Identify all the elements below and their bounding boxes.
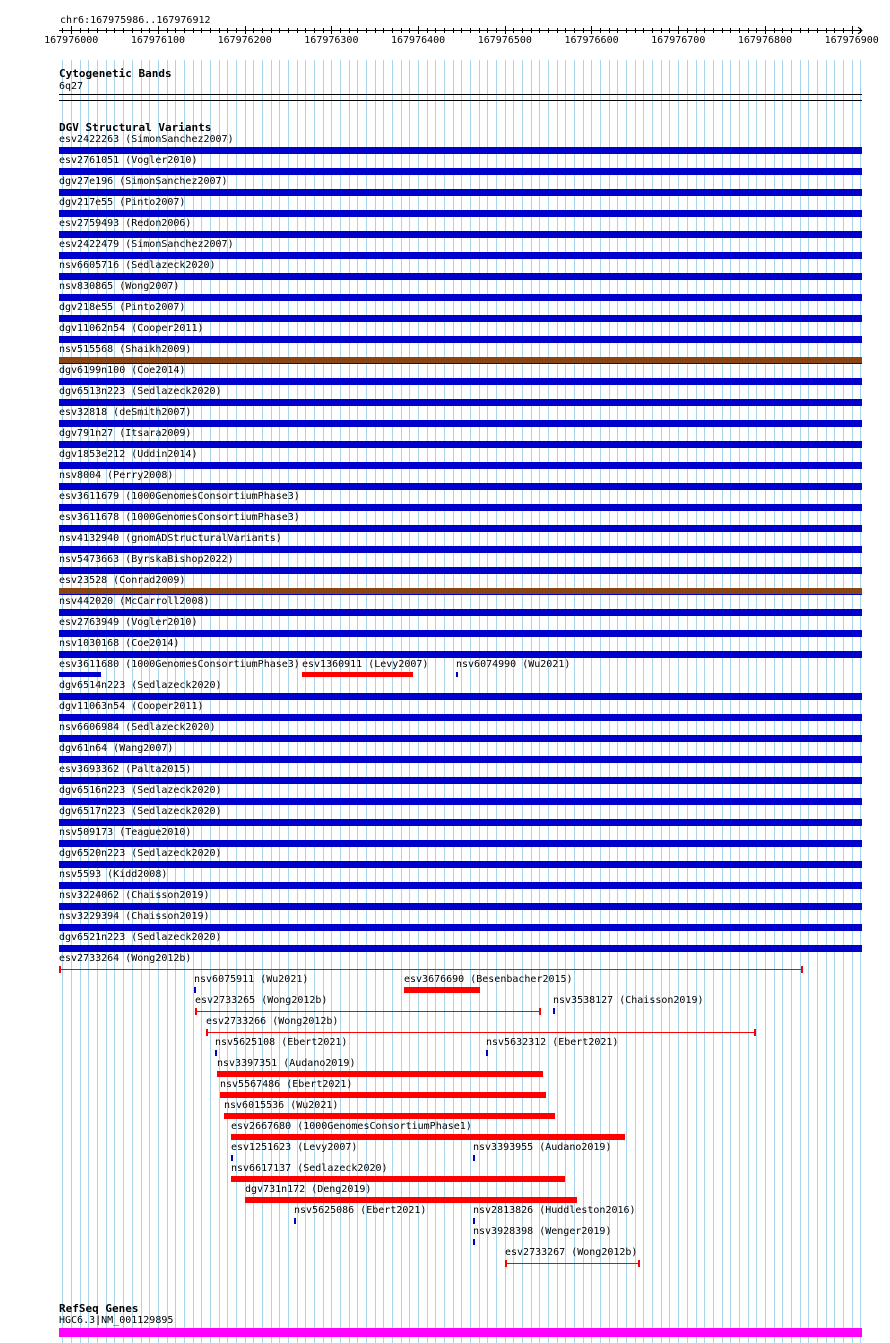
dgv-feature-bar[interactable] xyxy=(215,1050,217,1056)
row-separator xyxy=(59,741,862,742)
dgv-feature-label[interactable]: esv2763949 (Vogler2010) xyxy=(59,617,198,628)
row-separator xyxy=(59,699,862,700)
row-separator xyxy=(59,657,862,658)
row-separator xyxy=(59,552,862,553)
dgv-feature-label[interactable]: dgv6517n223 (Sedlazeck2020) xyxy=(59,806,222,817)
dgv-feature-cap[interactable] xyxy=(195,1008,197,1015)
dgv-feature-label[interactable]: dgv217e55 (Pinto2007) xyxy=(59,197,186,208)
dgv-feature-cap[interactable] xyxy=(505,1260,507,1267)
row-separator xyxy=(59,951,862,952)
ruler-tick-label: 167976500 xyxy=(477,35,532,46)
dgv-feature-label[interactable]: nsv3538127 (Chaisson2019) xyxy=(553,995,704,1006)
dgv-feature-label[interactable]: esv2733264 (Wong2012b) xyxy=(59,953,192,964)
dgv-feature-label[interactable]: dgv11062n54 (Cooper2011) xyxy=(59,323,204,334)
dgv-feature-label[interactable]: esv2733267 (Wong2012b) xyxy=(505,1247,638,1258)
dgv-feature-cap[interactable] xyxy=(206,1029,208,1036)
dgv-feature-label[interactable]: nsv3229394 (Chaisson2019) xyxy=(59,911,210,922)
dgv-feature-label[interactable]: dgv6520n223 (Sedlazeck2020) xyxy=(59,848,222,859)
dgv-feature-label[interactable]: dgv27e196 (SimonSanchez2007) xyxy=(59,176,228,187)
row-separator xyxy=(59,720,862,721)
dgv-feature-label[interactable]: nsv3393955 (Audano2019) xyxy=(473,1142,612,1153)
dgv-feature-label[interactable]: nsv5567486 (Ebert2021) xyxy=(220,1079,353,1090)
dgv-feature-label[interactable]: esv2422479 (SimonSanchez2007) xyxy=(59,239,234,250)
dgv-feature-cap[interactable] xyxy=(539,1008,541,1015)
dgv-feature-label[interactable]: dgv731n172 (Deng2019) xyxy=(245,1184,372,1195)
dgv-feature-line[interactable] xyxy=(195,1011,539,1012)
dgv-feature-bar[interactable] xyxy=(302,672,413,677)
cytoband-label: 6q27 xyxy=(59,81,84,92)
ruler-tick-label: 167976900 xyxy=(824,35,879,46)
row-separator xyxy=(59,426,862,427)
ruler-tick-label: 167976600 xyxy=(564,35,619,46)
dgv-feature-label[interactable]: nsv830865 (Wong2007) xyxy=(59,281,180,292)
dgv-feature-label[interactable]: dgv6199n100 (Coe2014) xyxy=(59,365,186,376)
dgv-feature-bar[interactable] xyxy=(59,672,101,677)
dgv-feature-label[interactable]: dgv6516n223 (Sedlazeck2020) xyxy=(59,785,222,796)
dgv-feature-bar[interactable] xyxy=(231,1155,233,1161)
dgv-feature-label[interactable]: esv2667680 (1000GenomesConsortiumPhase1) xyxy=(231,1121,472,1132)
row-separator xyxy=(59,867,862,868)
dgv-feature-label[interactable]: dgv1853e212 (Uddin2014) xyxy=(59,449,198,460)
row-separator xyxy=(59,468,862,469)
dgv-feature-label[interactable]: esv3611679 (1000GenomesConsortiumPhase3) xyxy=(59,491,300,502)
ruler-tick-label: 167976400 xyxy=(391,35,446,46)
dgv-feature-bar[interactable] xyxy=(217,1071,543,1077)
row-separator xyxy=(59,258,862,259)
dgv-feature-cap[interactable] xyxy=(801,966,803,973)
dgv-feature-bar[interactable] xyxy=(194,987,196,993)
dgv-feature-label[interactable]: esv2733265 (Wong2012b) xyxy=(195,995,328,1006)
dgv-feature-label[interactable]: nsv6074990 (Wu2021) xyxy=(456,659,571,670)
dgv-feature-label[interactable]: nsv5625108 (Ebert2021) xyxy=(215,1037,348,1048)
dgv-feature-label[interactable]: nsv6617137 (Sedlazeck2020) xyxy=(231,1163,388,1174)
cytoband-line-top xyxy=(59,94,862,95)
dgv-feature-line[interactable] xyxy=(505,1263,638,1264)
row-separator xyxy=(59,510,862,511)
row-separator xyxy=(59,321,862,322)
dgv-feature-label[interactable]: nsv8004 (Perry2008) xyxy=(59,470,174,481)
dgv-feature-label[interactable]: esv2759493 (Redon2006) xyxy=(59,218,192,229)
dgv-feature-label[interactable]: dgv6521n223 (Sedlazeck2020) xyxy=(59,932,222,943)
dgv-feature-label[interactable]: nsv5632312 (Ebert2021) xyxy=(486,1037,619,1048)
row-separator xyxy=(59,888,862,889)
dgv-feature-label[interactable]: dgv218e55 (Pinto2007) xyxy=(59,302,186,313)
position-label: chr6:167975986..167976912 xyxy=(60,15,211,26)
row-separator xyxy=(59,447,862,448)
dgv-feature-label[interactable]: esv2733266 (Wong2012b) xyxy=(206,1016,339,1027)
dgv-feature-label[interactable]: dgv6513n223 (Sedlazeck2020) xyxy=(59,386,222,397)
dgv-feature-label[interactable]: esv3611680 (1000GenomesConsortiumPhase3) xyxy=(59,659,300,670)
dgv-feature-bar[interactable] xyxy=(220,1092,546,1098)
ruler-tick-label: 167976200 xyxy=(217,35,272,46)
dgv-feature-bar[interactable] xyxy=(473,1218,475,1224)
dgv-feature-bar[interactable] xyxy=(473,1155,475,1161)
dgv-feature-line[interactable] xyxy=(206,1032,754,1033)
dgv-feature-label[interactable]: esv1251623 (Levy2007) xyxy=(231,1142,358,1153)
dgv-feature-label[interactable]: nsv3224062 (Chaisson2019) xyxy=(59,890,210,901)
dgv-feature-label[interactable]: nsv5473663 (ByrskaBishop2022) xyxy=(59,554,234,565)
dgv-feature-bar[interactable] xyxy=(553,1008,555,1014)
dgv-feature-label[interactable]: esv32818 (deSmith2007) xyxy=(59,407,192,418)
dgv-feature-label[interactable]: esv2422263 (SimonSanchez2007) xyxy=(59,134,234,145)
ruler-axis xyxy=(0,0,890,60)
row-separator xyxy=(59,573,862,574)
row-separator xyxy=(59,594,862,595)
dgv-feature-cap[interactable] xyxy=(638,1260,640,1267)
row-separator xyxy=(59,531,862,532)
row-separator xyxy=(59,909,862,910)
dgv-feature-label[interactable]: nsv2813826 (Huddleston2016) xyxy=(473,1205,636,1216)
dgv-feature-label[interactable]: esv3611678 (1000GenomesConsortiumPhase3) xyxy=(59,512,300,523)
refseq-gene-label[interactable]: HGC6.3|NM_001129895 xyxy=(59,1315,174,1326)
dgv-feature-label[interactable]: nsv3928398 (Wenger2019) xyxy=(473,1226,612,1237)
row-separator xyxy=(59,195,862,196)
dgv-feature-label[interactable]: nsv6015536 (Wu2021) xyxy=(224,1100,339,1111)
dgv-feature-bar[interactable] xyxy=(231,1176,565,1182)
row-separator xyxy=(59,405,862,406)
dgv-feature-label[interactable]: esv2761051 (Vogler2010) xyxy=(59,155,198,166)
refseq-gene-bar[interactable] xyxy=(59,1328,862,1337)
dgv-feature-label[interactable]: nsv442020 (McCarroll2008) xyxy=(59,596,210,607)
dgv-feature-label[interactable]: nsv5593 (Kidd2008) xyxy=(59,869,168,880)
row-separator xyxy=(59,300,862,301)
dgv-feature-bar[interactable] xyxy=(486,1050,488,1056)
ruler-tick-label: 167976300 xyxy=(304,35,359,46)
dgv-feature-bar[interactable] xyxy=(224,1113,555,1119)
row-separator xyxy=(59,825,862,826)
ruler-tick-label: 167976800 xyxy=(737,35,793,46)
dgv-feature-label[interactable]: nsv5625086 (Ebert2021) xyxy=(294,1205,427,1216)
row-separator xyxy=(59,363,862,364)
dgv-feature-label[interactable]: esv23528 (Conrad2009) xyxy=(59,575,186,586)
dgv-feature-label[interactable]: nsv6075911 (Wu2021) xyxy=(194,974,309,985)
row-separator xyxy=(59,174,862,175)
cytoband-line-bottom xyxy=(59,100,862,101)
row-separator xyxy=(59,216,862,217)
dgv-feature-label[interactable]: nsv4132940 (gnomADStructuralVariants) xyxy=(59,533,282,544)
dgv-feature-bar[interactable] xyxy=(456,672,458,677)
row-separator xyxy=(59,279,862,280)
row-separator xyxy=(59,153,862,154)
dgv-feature-label[interactable]: dgv11063n54 (Cooper2011) xyxy=(59,701,204,712)
row-separator xyxy=(59,930,862,931)
refseq-track-title: RefSeq Genes xyxy=(59,1302,139,1315)
dgv-track-title: DGV Structural Variants xyxy=(59,121,212,134)
row-separator xyxy=(59,783,862,784)
row-separator xyxy=(59,384,862,385)
row-separator xyxy=(59,489,862,490)
ruler-tick-label: 167976100 xyxy=(130,35,186,46)
row-separator xyxy=(59,846,862,847)
ruler xyxy=(0,0,890,60)
dgv-feature-label[interactable]: nsv6605716 (Sedlazeck2020) xyxy=(59,260,216,271)
dgv-feature-label[interactable]: esv3693362 (Palta2015) xyxy=(59,764,192,775)
dgv-feature-label[interactable]: nsv509173 (Teague2010) xyxy=(59,827,192,838)
cytoband-track-title: Cytogenetic Bands xyxy=(59,67,172,80)
row-separator xyxy=(59,237,862,238)
dgv-feature-label[interactable]: dgv61n64 (Wang2007) xyxy=(59,743,174,754)
dgv-feature-label[interactable]: dgv6514n223 (Sedlazeck2020) xyxy=(59,680,222,691)
row-separator xyxy=(59,615,862,616)
dgv-feature-bar[interactable] xyxy=(473,1239,475,1245)
dgv-feature-label[interactable]: nsv1030168 (Coe2014) xyxy=(59,638,180,649)
dgv-feature-label[interactable]: nsv3397351 (Audano2019) xyxy=(217,1058,356,1069)
row-separator xyxy=(59,342,862,343)
row-separator xyxy=(59,636,862,637)
dgv-feature-label[interactable]: dgv791n27 (Itsara2009) xyxy=(59,428,192,439)
ruler-tick-label: 167976000 xyxy=(44,35,99,46)
dgv-feature-cap[interactable] xyxy=(754,1029,756,1036)
dgv-feature-label[interactable]: nsv6606984 (Sedlazeck2020) xyxy=(59,722,216,733)
dgv-feature-cap[interactable] xyxy=(59,966,61,973)
dgv-feature-bar[interactable] xyxy=(231,1134,625,1140)
row-separator xyxy=(59,762,862,763)
ruler-tick-label: 167976700 xyxy=(651,35,706,46)
dgv-feature-label[interactable]: esv1360911 (Levy2007) xyxy=(302,659,429,670)
dgv-feature-bar[interactable] xyxy=(294,1218,296,1224)
dgv-feature-bar[interactable] xyxy=(404,987,480,993)
dgv-feature-label[interactable]: esv3676690 (Besenbacher2015) xyxy=(404,974,573,985)
dgv-feature-bar[interactable] xyxy=(245,1197,577,1203)
row-separator xyxy=(59,804,862,805)
dgv-feature-line[interactable] xyxy=(59,969,801,970)
dgv-feature-label[interactable]: nsv515568 (Shaikh2009) xyxy=(59,344,192,355)
